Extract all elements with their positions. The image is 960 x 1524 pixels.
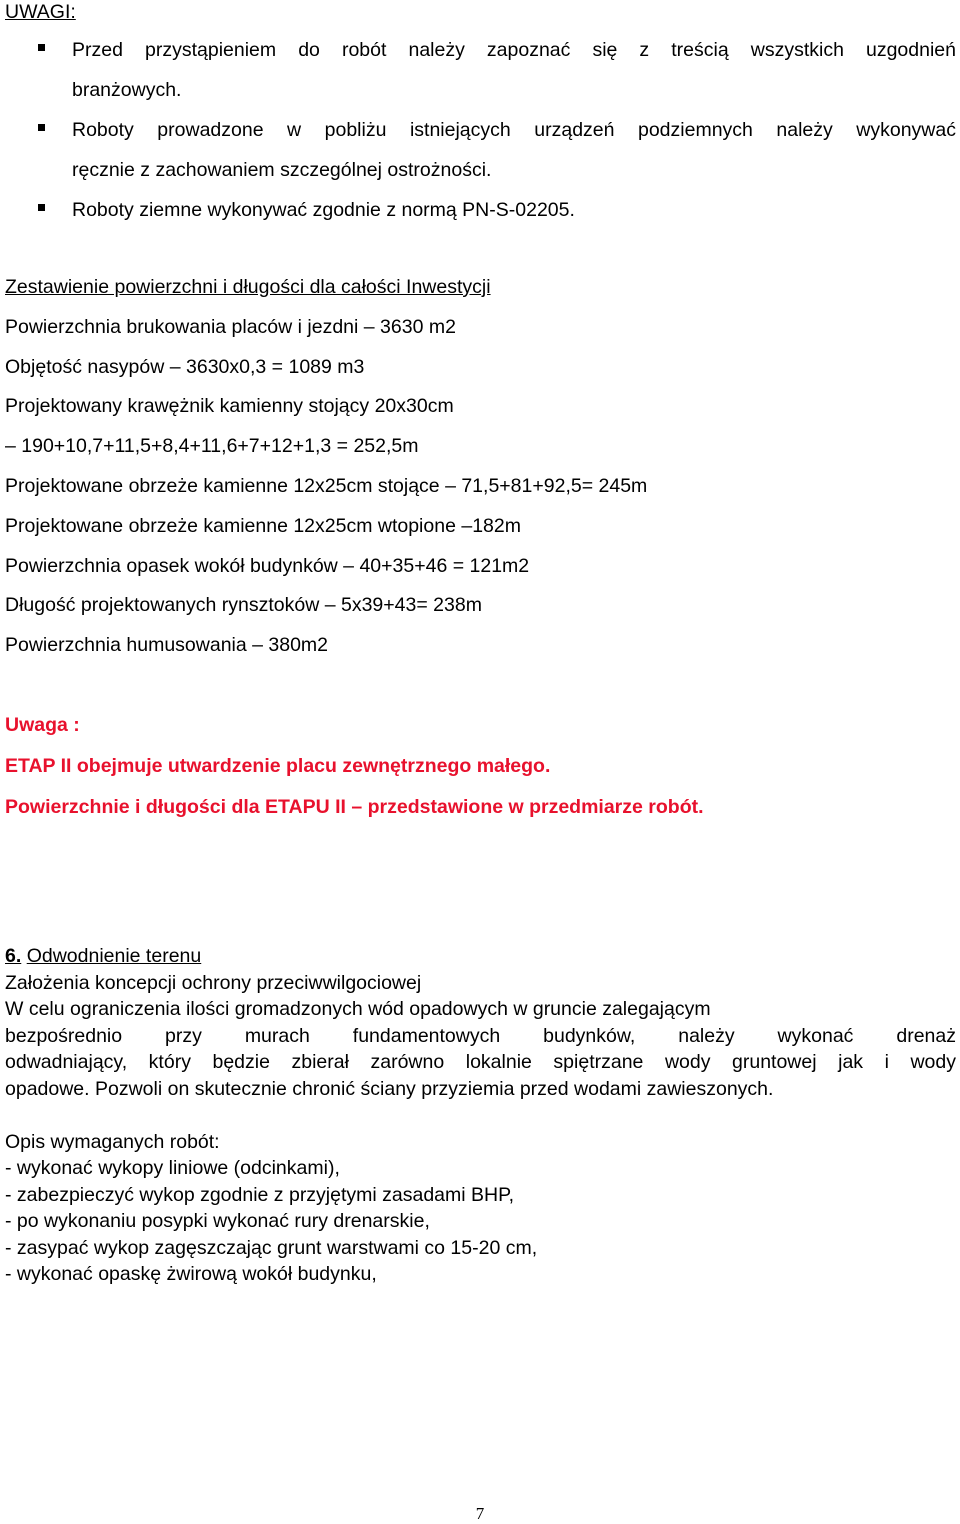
warning-text-line: Roboty ziemne wykonywać zgodnie z normą PN-S-02205.: [72, 199, 575, 221]
summary-line: – 190+10,7+11,5+8,4+11,6+7+12+1,3 = 252,5m: [5, 435, 419, 458]
works-item: - wykonać opaskę żwirową wokół budynku,: [5, 1263, 377, 1285]
section-heading: [5, 943, 956, 970]
summary-line: Powierzchnia opasek wokół budynków – 40+35+46 = 121m2: [5, 554, 530, 577]
warning-item: [0, 110, 960, 190]
works-item: - zabezpieczyć wykop zgodnie z przyjętymi zasadami BHP,: [5, 1183, 515, 1206]
warnings-list: [0, 30, 960, 230]
drainage-section: [5, 943, 956, 1288]
note-label: Uwaga :: [5, 714, 80, 736]
works-item: - wykonać wykopy liniowe (odcinkami),: [5, 1157, 340, 1179]
warning-item: [0, 30, 960, 110]
summary-line: Długość projektowanych rynsztoków – 5x39+43= 238m: [5, 594, 482, 617]
warning-text-line: branżowych.: [72, 79, 182, 101]
works-item: - zasypać wykop zagęszczając grunt warstwami co 15-20 cm,: [5, 1236, 538, 1259]
paragraph-line: odwadniający, który będzie zbierał zarówno lokalnie spiętrzane wody gruntowej jak i wody: [5, 1051, 956, 1073]
warning-item: [0, 190, 960, 230]
square-bullet-icon: [38, 44, 45, 51]
summary-title: Zestawienie powierzchni i długości dla całości Inwestycji: [5, 276, 491, 298]
works-item: - po wykonaniu posypki wykonać rury drenarskie,: [5, 1210, 430, 1232]
section-number: 6.: [5, 945, 22, 967]
paragraph-line: bezpośrednio przy murach fundamentowych budynków, należy wykonać drenaż: [5, 1024, 956, 1047]
square-bullet-icon: [38, 204, 45, 211]
page-number: 7: [475, 1504, 485, 1523]
note-line: Powierzchnie i długości dla ETAPU II – przedstawione w przedmiarze robót.: [5, 796, 704, 818]
summary-line: Projektowany krawężnik kamienny stojący 20x30cm: [5, 395, 454, 418]
square-bullet-icon: [38, 124, 45, 131]
summary-line: Powierzchnia brukowania placów i jezdni – 3630 m2: [5, 315, 456, 338]
spacer: [5, 1102, 956, 1129]
warning-text-line: Przed przystąpieniem do robót należy zapoznać się z treścią wszystkich uzgodnień: [72, 39, 956, 61]
note-line: ETAP II obejmuje utwardzenie placu zewnętrznego małego.: [5, 755, 551, 777]
stage-note: [5, 705, 955, 828]
section-title: Odwodnienie terenu: [26, 945, 202, 967]
summary-line: Projektowane obrzeże kamienne 12x25cm stojące – 71,5+81+92,5= 245m: [5, 474, 648, 497]
paragraph-line: W celu ograniczenia ilości gromadzonych wód opadowych w gruncie zalegającym: [5, 998, 711, 1020]
summary-line: Objętość nasypów – 3630x0,3 = 1089 m3: [5, 355, 365, 378]
section-paragraph: [5, 996, 956, 1102]
summary-section: [5, 268, 955, 666]
paragraph-line: opadowe. Pozwoli on skutecznie chronić ściany przyziemia przed wodami zawieszonych.: [5, 1077, 774, 1100]
warning-text-line: ręcznie z zachowaniem szczególnej ostrożności.: [72, 159, 492, 181]
works-heading: Opis wymaganych robót:: [5, 1130, 220, 1153]
warning-text-line: Roboty prowadzone w pobliżu istniejących urządzeń podziemnych należy wykonywać: [72, 119, 956, 141]
warnings-title: UWAGI:: [5, 1, 76, 23]
section-subtitle: Założenia koncepcji ochrony przeciwwilgociowej: [5, 971, 422, 994]
summary-line: Projektowane obrzeże kamienne 12x25cm wtopione –182m: [5, 514, 521, 537]
summary-line: Powierzchnia humusowania – 380m2: [5, 634, 329, 657]
